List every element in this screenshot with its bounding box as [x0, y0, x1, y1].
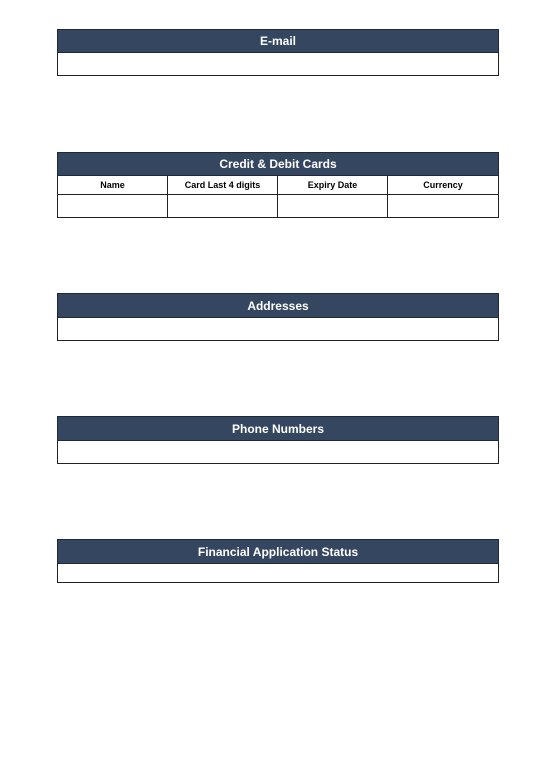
phones-title: Phone Numbers	[231, 421, 324, 436]
column-header-expiry-date: Expiry Date	[278, 176, 388, 194]
column-header-name: Name	[58, 176, 168, 194]
cards-section	[57, 152, 499, 218]
table-cell	[278, 195, 388, 217]
financial-body	[57, 564, 499, 583]
addresses-title: Addresses	[247, 298, 309, 313]
financial-title: Financial Application Status	[197, 544, 359, 559]
addresses-body	[57, 318, 499, 341]
column-header-currency: Currency	[423, 180, 463, 190]
column-header-card-last-4: Card Last 4 digits	[168, 176, 278, 194]
cards-header	[57, 152, 499, 176]
cards-column-headers	[57, 176, 499, 195]
table-cell	[388, 195, 498, 217]
cards-empty-row	[57, 195, 499, 218]
addresses-section	[57, 293, 499, 341]
financial-header	[57, 539, 499, 564]
table-cell	[168, 195, 278, 217]
cards-title: Credit & Debit Cards	[219, 157, 337, 171]
table-cell	[58, 195, 168, 217]
email-body	[57, 53, 499, 76]
phones-body	[57, 441, 499, 464]
phones-header	[57, 416, 499, 441]
email-section	[57, 29, 499, 76]
financial-section	[57, 539, 499, 583]
email-title: E-mail	[259, 34, 296, 48]
email-header	[57, 29, 499, 53]
addresses-header	[57, 293, 499, 318]
phones-section	[57, 416, 499, 464]
